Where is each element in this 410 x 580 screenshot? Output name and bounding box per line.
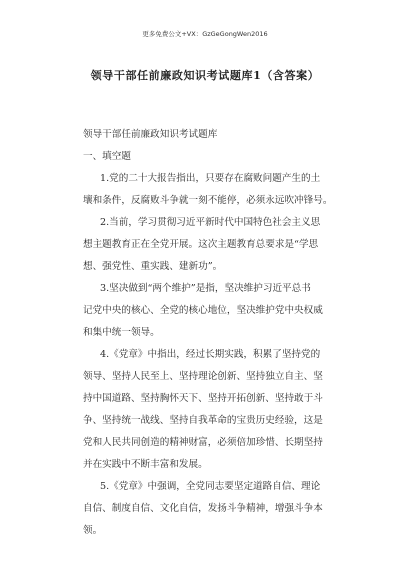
paragraph-line: 和集中统一领导。 — [83, 327, 160, 338]
paragraph-line: 领。 — [83, 525, 103, 536]
paragraph-line: 持中国道路、坚持胸怀天下、坚持开拓创新、坚持敢于斗 — [83, 393, 323, 404]
header-note: 更多免费公文+VX：GzGeGongWen2016 — [142, 30, 268, 38]
paragraph-line: 党和人民共同创造的精神财富，必须倍加珍惜、长期坚持 — [83, 437, 323, 448]
document-subtitle: 领导干部任前廉政知识考试题库 — [83, 129, 218, 140]
paragraph-line: 记党中央的核心、全党的核心地位，坚决维护党中央权威 — [83, 305, 323, 316]
section-heading: 一、填空题 — [83, 151, 131, 162]
paragraph-line: 争、坚持统一战线、坚持自我革命的宝贵历史经验，这是 — [83, 415, 323, 426]
paragraph-line: 并在实践中不断丰富和发展。 — [83, 459, 208, 470]
document-title: 领导干部任前廉政知识考试题库1（含答案） — [90, 69, 320, 82]
paragraph-line: 3.坚决做到“两个维护”是指，坚决维护习近平总书 — [100, 283, 311, 294]
paragraph-line: 想主题教育正在全党开展。这次主题教育总要求是“学思 — [83, 239, 319, 250]
paragraph-line: 领导、坚持人民至上、坚持理论创新、坚持独立自主、坚 — [83, 371, 323, 382]
paragraph-line: 壤和条件，反腐败斗争就一刻不能停，必须永远吹冲锋号。 — [83, 195, 333, 206]
paragraph-line: 5.《党章》中强调，全党同志要坚定道路自信、理论 — [100, 481, 321, 492]
paragraph-line: 4.《党章》中指出，经过长期实践，积累了坚持党的 — [100, 349, 321, 360]
paragraph-line: 想、强党性、重实践、建新功”。 — [83, 261, 223, 272]
paragraph-line: 2.当前，学习贯彻习近平新时代中国特色社会主义思 — [100, 217, 321, 228]
paragraph-line: 自信、制度自信、文化自信，发扬斗争精神，增强斗争本 — [83, 503, 323, 514]
paragraph-line: 1.党的二十大报告指出，只要存在腐败问题产生的土 — [100, 173, 321, 184]
